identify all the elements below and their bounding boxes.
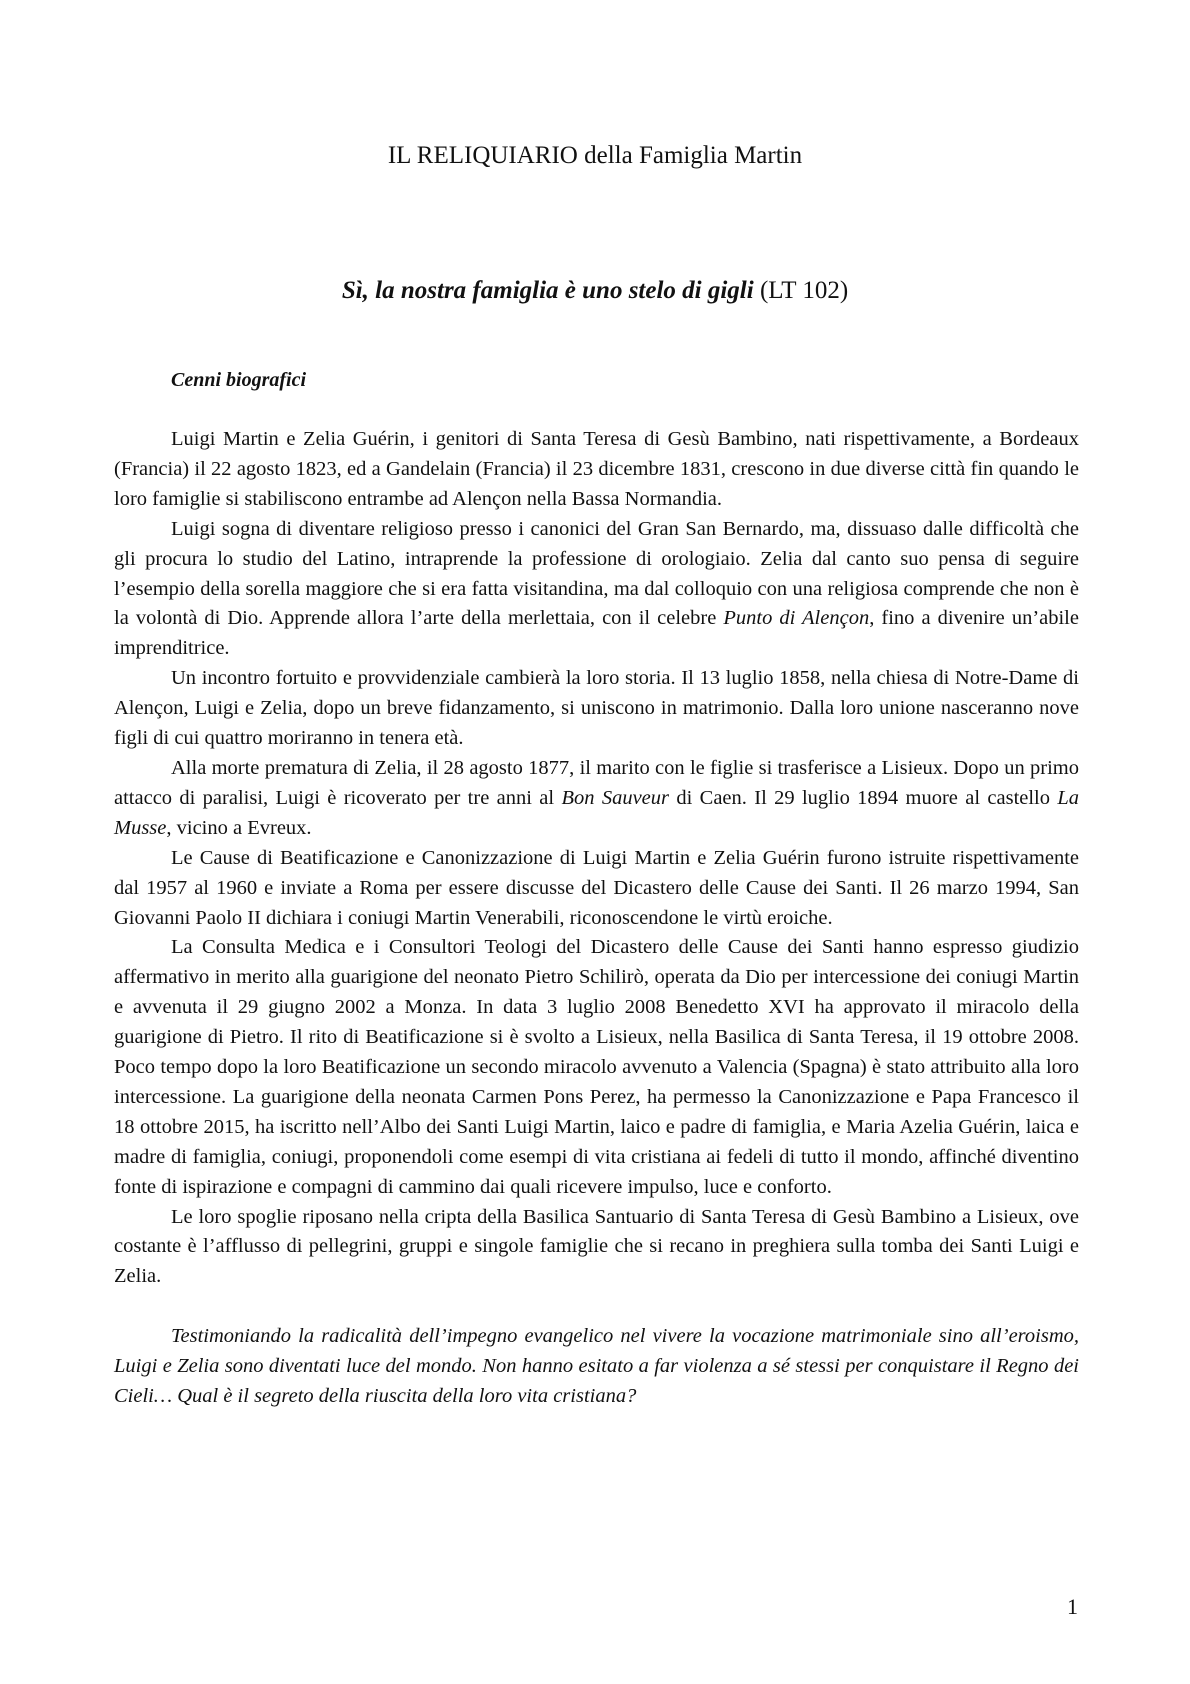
document-subtitle bbox=[0, 276, 1190, 306]
paragraph-text: Le Cause di Beatificazione e Canonizzazione di Luigi Martin e Zelia Guérin furono istruite rispettivamente dal 1957 al 1960 e inviate a Roma per essere discusse del Dicastero delle Cause dei Santi. Il 26 marzo 1994, San Giovanni Paolo II dichiara i coniugi Martin Venerabili, riconoscendone le virtù eroiche. bbox=[114, 846, 1079, 929]
paragraph-miracles bbox=[114, 933, 1079, 1202]
italic-term: Punto di Alençon bbox=[723, 607, 870, 630]
paragraph-deaths bbox=[114, 754, 1079, 844]
body-text bbox=[114, 425, 1079, 1412]
paragraph-text: di Caen. Il 29 luglio 1894 muore al castello bbox=[669, 786, 1058, 809]
paragraph-text: Alla morte prematura di Zelia, il 28 agosto 1877, il marito con le figlie si trasferisce a Lisieux. Dopo un primo attacco di paralisi, Luigi è ricoverato per tre anni al bbox=[114, 756, 1079, 809]
paragraph-text: Un incontro fortuito e provvidenziale cambierà la loro storia. Il 13 luglio 1858, nella chiesa di Notre-Dame di Alençon, Luigi e Zelia, dopo un breve fidanzamento, si uniscono in matrimonio. Dalla loro unione nasceranno nove figli di cui quattro moriranno in tenera età. bbox=[114, 667, 1079, 750]
paragraph-birth bbox=[114, 425, 1079, 515]
paragraph-marriage bbox=[114, 664, 1079, 754]
closing-quote: Testimoniando la radicalità dell’impegno evangelico nel vivere la vocazione matrimoniale sino all’eroismo, Luigi e Zelia sono diventati luce del mondo. Non hanno esitato a far violenza a sé stessi per conquistare il Regno dei Cieli… Qual è il segreto della riuscita della loro vita cristiana? bbox=[114, 1325, 1079, 1408]
paragraph-text: , fino a divenire un’abile imprenditrice. bbox=[114, 607, 1079, 660]
paragraph-remains bbox=[114, 1203, 1079, 1293]
paragraph-text: Luigi sogna di diventare religioso presso i canonici del Gran San Bernardo, ma, dissuaso dalle difficoltà che gli procura lo studio del Latino, intraprende la professione di orologiaio. Zelia dal canto suo pensa di seguire l’esempio della sorella maggiore che si era fatta visitandina, ma dal colloquio con una religiosa comprende che non è la volontà di Dio. Apprende allora l’arte della merlettaia, con il celebre bbox=[114, 517, 1079, 630]
paragraph-text: La Consulta Medica e i Consultori Teologi del Dicastero delle Cause dei Santi hanno espresso giudizio affermativo in merito alla guarigione del neonato Pietro Schilirò, operata da Dio per intercessione dei coniugi Martin e avvenuta il 29 giugno 2002 a Monza. In data 3 luglio 2008 Benedetto XVI ha approvato il miracolo della guarigione di Pietro. Il rito di Beatificazione si è svolto a Lisieux, nella Basilica di Santa Teresa, il 19 ottobre 2008. Poco tempo dopo la loro Beatificazione un secondo miracolo avvenuto a Valencia (Spagna) è stato attribuito alla loro intercessione. La guarigione della neonata Carmen Pons Perez, ha permesso la Canonizzazione e Papa Francesco il 18 ottobre 2015, ha iscritto nell’Albo dei Santi Luigi Martin, laico e padre di famiglia, e Maria Azelia Guérin, laica e madre di famiglia, coniugi, proponendoli come esempi di vita cristiana ai fedeli di tutto il mondo, affinché diventino fonte di ispirazione e compagni di cammino dai quali ricevere impulso, luce e conforto. bbox=[114, 936, 1079, 1198]
italic-term: Bon Sauveur bbox=[561, 786, 670, 809]
page-number: 1 bbox=[1067, 1594, 1078, 1619]
paragraph-text: , vicino a Evreux. bbox=[166, 816, 312, 839]
paragraph-text: Le loro spoglie riposano nella cripta della Basilica Santuario di Santa Teresa di Gesù Bambino a Lisieux, ove costante è l’afflusso di pellegrini, gruppi e singole famiglie che si recano in preghiera sulla tomba dei Santi Luigi e Zelia. bbox=[114, 1205, 1079, 1288]
subtitle-quote: Sì, la nostra famiglia è uno stelo di gigli bbox=[341, 277, 754, 304]
italic-term: La Musse bbox=[114, 786, 1080, 839]
section-heading: Cenni biografici bbox=[171, 369, 307, 391]
document-title: IL RELIQUIARIO della Famiglia Martin bbox=[387, 142, 803, 169]
paragraph-causes bbox=[114, 844, 1079, 934]
paragraph-vocations bbox=[114, 515, 1079, 665]
subtitle-reference: (LT 102) bbox=[753, 277, 849, 304]
paragraph-text: Luigi Martin e Zelia Guérin, i genitori di Santa Teresa di Gesù Bambino, nati rispettivamente, a Bordeaux (Francia) il 22 agosto 1823, ed a Gandelain (Francia) il 23 dicembre 1831, crescono in due diverse città fin quando le loro famiglie si stabiliscono entrambe ad Alençon nella Bassa Normandia. bbox=[114, 428, 1079, 510]
